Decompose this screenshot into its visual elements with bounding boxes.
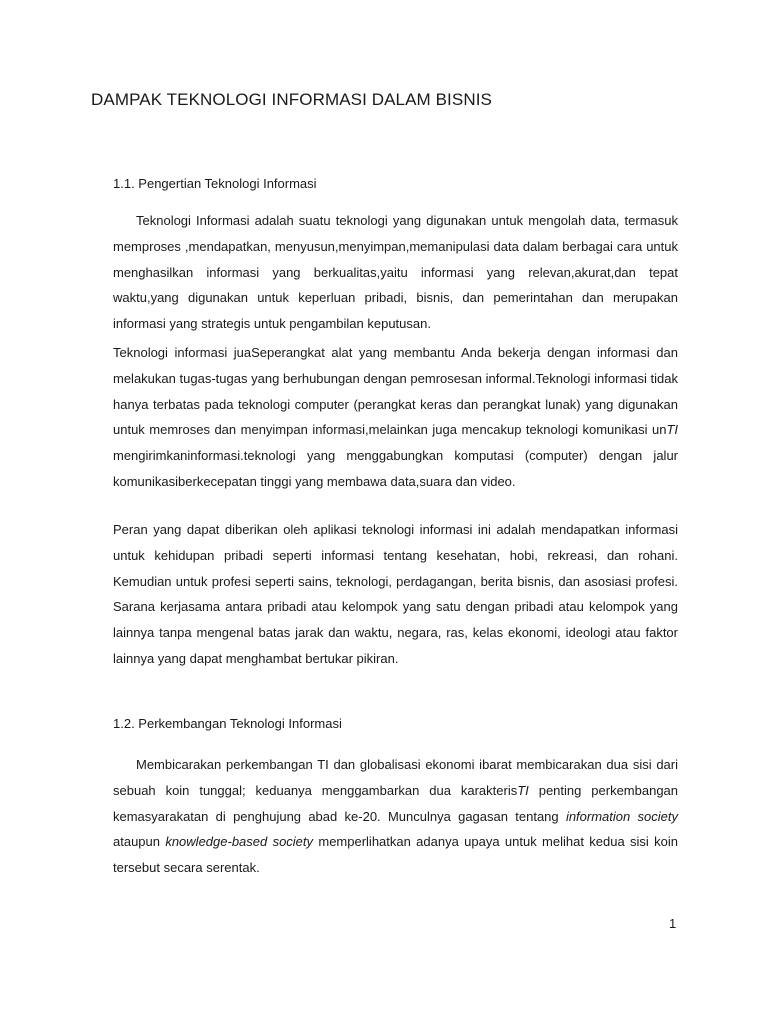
paragraph-4-italic-information-society: information society: [565, 808, 678, 824]
paragraph-4-text-a: Membicarakan perkembangan TI dan globalisasi ekonomi ibarat membicarakan dua sisi dari sebuah koin tunggal; keduanya menggambarkan dua karakteris: [113, 757, 678, 798]
paragraph-2: [113, 340, 678, 495]
paragraph-2-italic-ti: TI: [666, 422, 678, 438]
paragraph-4-italic-ti: TI: [517, 782, 529, 798]
paragraph-4-text-c: ataupun: [113, 834, 166, 850]
paragraph-4-text-b: penting perkembangan kemasyarakatan di penghujung abad ke-20. Munculnya gagasan tentang: [113, 782, 679, 824]
paragraph-1: Teknologi Informasi adalah suatu teknologi yang digunakan untuk mengolah data, termasuk memproses ,mendapatkan, menyusun,menyimpan,memanipulasi data dalam berbagai cara untuk menghasilkan informasi yang berkualitas,yaitu informasi yang relevan,akurat,dan tepat waktu,yang digunakan untuk keperluan pribadi, bisnis, dan pemerintahan dan merupakan informasi yang strategis untuk pengambilan keputusan.: [113, 213, 678, 332]
section-heading-2: 1.2. Perkembangan Teknologi Informasi: [113, 716, 342, 731]
paragraph-3: Peran yang dapat diberikan oleh aplikasi teknologi informasi ini adalah mendapatkan informasi untuk kehidupan pribadi seperti informasi tentang kesehatan, hobi, rekreasi, dan rohani. Kemudian untuk profesi seperti sains, teknologi, perdagangan, berita bisnis, dan asosiasi profesi. Sarana kerjasama antara pribadi atau kelompok yang satu dengan pribadi atau kelompok yang lainnya tanpa mengenal batas jarak dan waktu, negara, ras, kelas ekonomi, ideologi atau faktor lainnya yang dapat menghambat bertukar pikiran.: [113, 522, 678, 666]
page-number: 1: [669, 916, 677, 931]
paragraph-2-text-b: mengirimkaninformasi.teknologi yang menggabungkan komputasi (computer) dengan jalur komunikasiberkecepatan tinggi yang membawa data,suara dan video.: [113, 448, 678, 489]
paragraph-4-text-d: memperlihatkan adanya upaya untuk melihat kedua sisi koin tersebut secara serentak.: [113, 834, 678, 876]
paragraph-4-italic-knowledge-based-society: knowledge-based society: [165, 834, 314, 850]
paragraph-2-text-a: Teknologi informasi juaSeperangkat alat yang membantu Anda bekerja dengan informasi dan melakukan tugas-tugas yang berhubungan dengan pemrosesan informal.Teknologi informasi tidak hanya terbatas pada teknologi computer (perangkat keras dan perangkat lunak) yang digunakan untuk memroses dan menyimpan informasi,melainkan juga mencakup teknologi komunikasi un: [113, 345, 678, 438]
paragraph-4: [113, 752, 678, 881]
document-title: DAMPAK TEKNOLOGI INFORMASI DALAM BISNIS: [91, 90, 492, 109]
section-heading-1: 1.1. Pengertian Teknologi Informasi: [113, 176, 317, 191]
